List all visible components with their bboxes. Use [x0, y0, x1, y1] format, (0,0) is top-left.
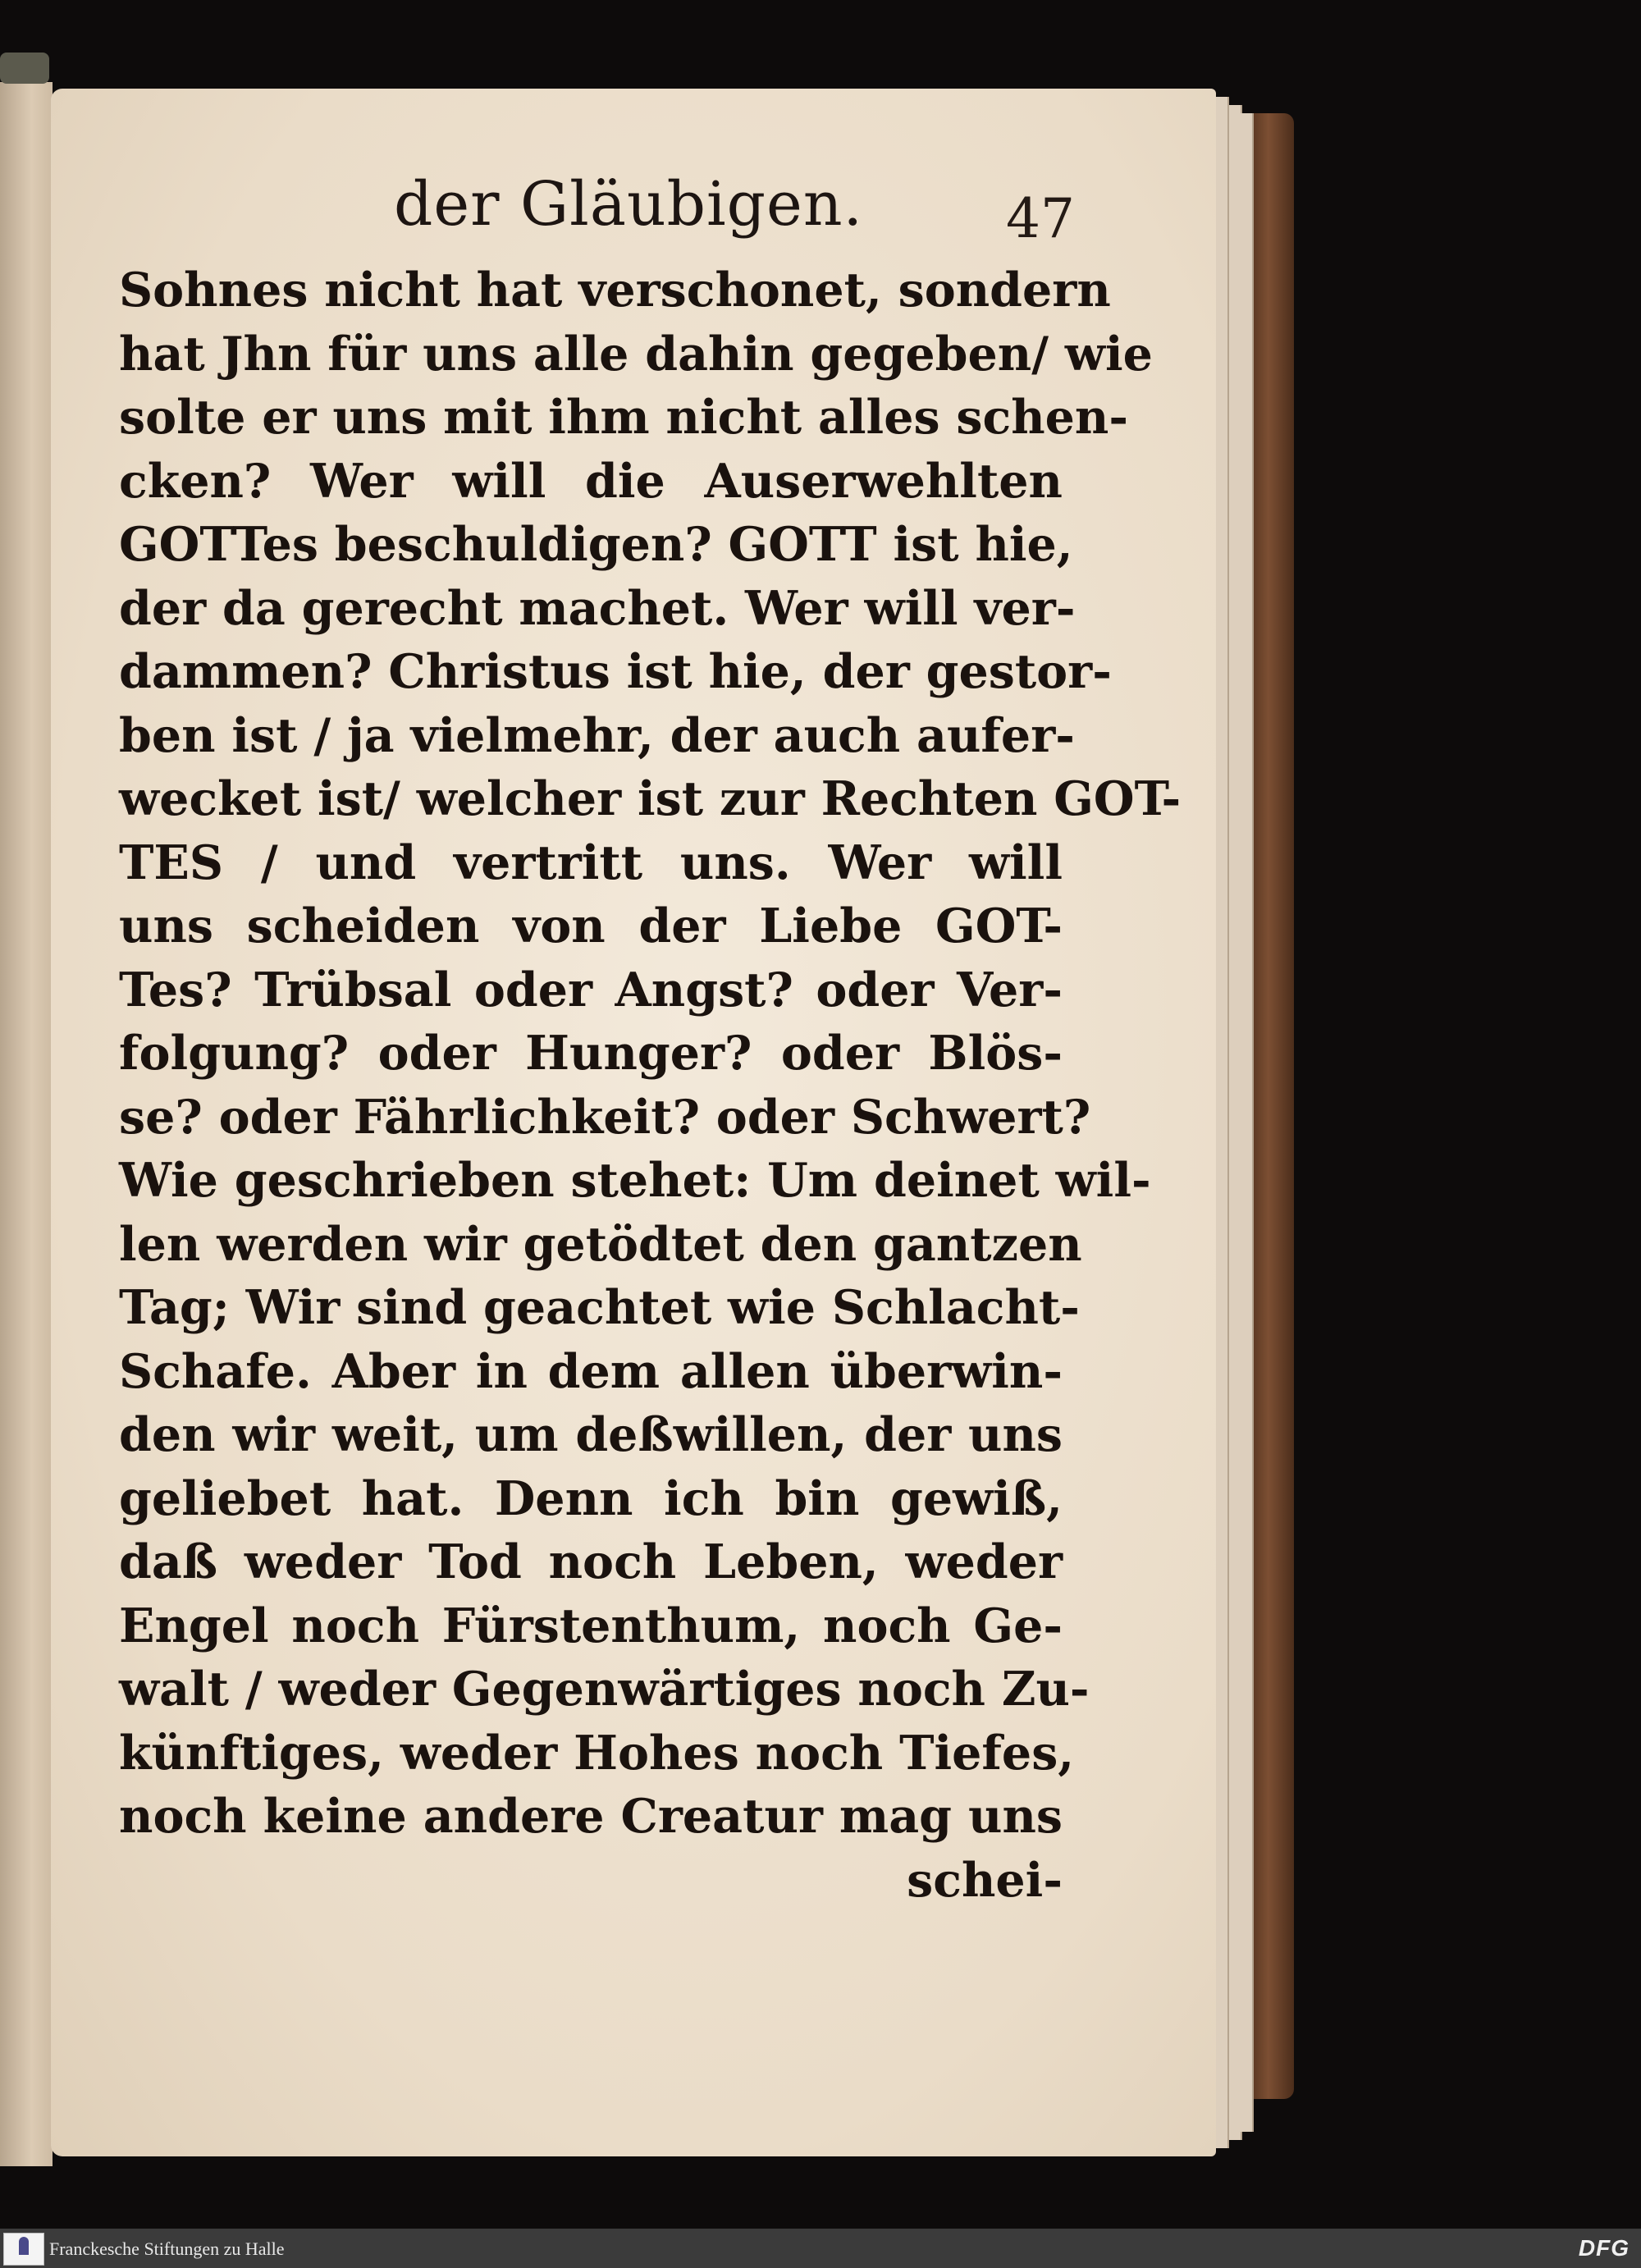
book-cover-edge	[1251, 113, 1294, 2099]
text-line: Wie geschrieben stehet: Um deinet wil-	[119, 1153, 1151, 1208]
catchword: schei-	[907, 1852, 1063, 1908]
text-line: TES / und vertritt uns. Wer will	[119, 834, 1063, 890]
text-line: dammen? Christus ist hie, der gestor-	[119, 644, 1112, 699]
text-line: Engel noch Fürstenthum, noch Ge-	[119, 1598, 1063, 1653]
text-line: len werden wir getödtet den gantzen	[119, 1216, 1082, 1272]
institution-logo-icon	[3, 2233, 44, 2266]
text-line: hat Jhn für uns alle dahin gegeben/ wie	[119, 326, 1153, 382]
text-line: noch keine andere Creatur mag uns	[119, 1789, 1063, 1844]
text-line: GOTTes beschuldigen? GOTT ist hie,	[119, 517, 1073, 572]
running-head: der Gläubigen.	[394, 169, 863, 240]
text-line: Tes? Trübsal oder Angst? oder Ver-	[119, 962, 1063, 1017]
text-line: Sohnes nicht hat verschonet, sondern	[119, 263, 1111, 318]
text-line: solte er uns mit ihm nicht alles schen-	[119, 390, 1129, 445]
text-line: cken? Wer will die Auserwehlten	[119, 453, 1063, 509]
binding-clasp	[0, 53, 49, 84]
text-line: uns scheiden von der Liebe GOT-	[119, 899, 1063, 953]
footer-credit: Franckesche Stiftungen zu Halle	[49, 2238, 285, 2259]
text-line: künftiges, weder Hohes noch Tiefes,	[119, 1725, 1075, 1781]
text-line: walt / weder Gegenwärtiges noch Zu-	[119, 1662, 1090, 1717]
text-line: Tag; Wir sind geachtet wie Schlacht-	[119, 1280, 1080, 1335]
text-line: wecket ist/ welcher ist zur Rechten GOT-	[119, 771, 1182, 826]
page-body-text	[119, 258, 1182, 1912]
text-line: Schafe. Aber in dem allen überwin-	[119, 1343, 1063, 1399]
facing-page-edge	[0, 82, 53, 2166]
text-line: se? oder Fährlichkeit? oder Schwert?	[119, 1089, 1091, 1145]
page-edge	[1216, 97, 1229, 2148]
page-number: 47	[1006, 187, 1075, 250]
viewer-footer	[0, 2229, 1641, 2268]
text-line: den wir weit, um deßwillen, der uns	[119, 1407, 1063, 1462]
text-line: geliebet hat. Denn ich bin gewiß,	[119, 1470, 1063, 1526]
text-line: daß weder Tod noch Leben, weder	[119, 1534, 1063, 1589]
page-edge	[1241, 113, 1254, 2132]
text-line: ben ist / ja vielmehr, der auch aufer-	[119, 707, 1075, 763]
text-line: folgung? oder Hunger? oder Blös-	[119, 1026, 1063, 1081]
text-line: der da gerecht machet. Wer will ver-	[119, 580, 1076, 636]
dfg-logo: DFG	[1578, 2235, 1630, 2261]
